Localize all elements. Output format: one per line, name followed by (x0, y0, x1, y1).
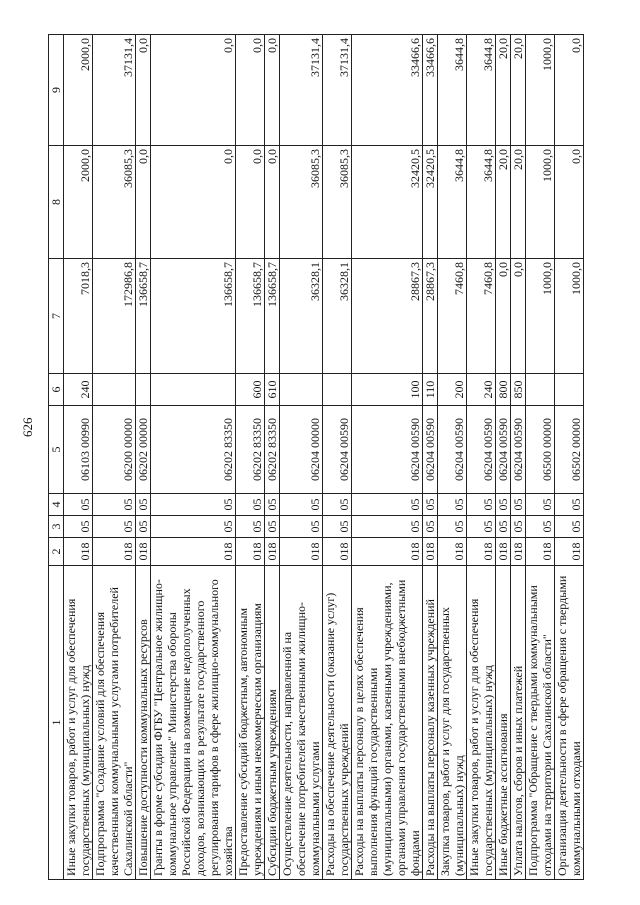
expense-type (151, 374, 236, 406)
amount-col8: 3644,8 (438, 146, 467, 259)
amount-col7: 1000,0 (555, 259, 584, 374)
amount-col8: 20,0 (496, 146, 511, 259)
subsection-code: 05 (352, 494, 423, 516)
table-row (236, 35, 265, 880)
expense-name: Иные закупки товаров, работ и услуг для обеспечения государственных (муниципальных) нужд (467, 566, 496, 880)
subsection-code: 05 (236, 494, 265, 516)
section-code: 05 (280, 516, 323, 538)
subsection-code: 05 (280, 494, 323, 516)
section-code: 05 (64, 516, 93, 538)
target-article: 06204 00590 (496, 406, 511, 494)
table-row (151, 35, 236, 880)
expense-type: 110 (423, 374, 438, 406)
section-code: 05 (136, 516, 151, 538)
amount-col7: 0,0 (511, 259, 526, 374)
subsection-code: 05 (511, 494, 526, 516)
expense-type: 240 (64, 374, 93, 406)
amount-col8: 0,0 (265, 146, 280, 259)
target-article: 06202 00000 (136, 406, 151, 494)
header-cell: 8 (49, 146, 64, 259)
table-row (423, 35, 438, 880)
amount-col9: 20,0 (511, 35, 526, 146)
expense-type: 100 (352, 374, 423, 406)
amount-col8: 36085,3 (323, 146, 352, 259)
amount-col7: 7460,8 (467, 259, 496, 374)
amount-col8: 2000,0 (64, 146, 93, 259)
amount-col8: 0,0 (136, 146, 151, 259)
amount-col9: 0,0 (236, 35, 265, 146)
expense-type: 200 (438, 374, 467, 406)
table-row (280, 35, 323, 880)
table-row (136, 35, 151, 880)
amount-col7: 7460,8 (438, 259, 467, 374)
amount-col7: 36328,1 (280, 259, 323, 374)
amount-col8: 36085,3 (280, 146, 323, 259)
expense-name: Субсидии бюджетным учреждениям (265, 566, 280, 880)
table-row (438, 35, 467, 880)
amount-col9: 37131,4 (323, 35, 352, 146)
expense-type: 610 (265, 374, 280, 406)
table-row (93, 35, 136, 880)
expense-name: Подпрограмма "Обращение с твердыми коммунальными отходами на территории Сахалинской области" (526, 566, 555, 880)
amount-col7: 136658,7 (136, 259, 151, 374)
ministry-code: 018 (467, 538, 496, 566)
amount-col8: 0,0 (236, 146, 265, 259)
table-row (64, 35, 93, 880)
section-code: 05 (555, 516, 584, 538)
subsection-code: 05 (438, 494, 467, 516)
amount-col8: 20,0 (511, 146, 526, 259)
section-code: 05 (236, 516, 265, 538)
target-article: 06103 00990 (64, 406, 93, 494)
amount-col9: 37131,4 (93, 35, 136, 146)
amount-col9: 33466,6 (352, 35, 423, 146)
subsection-code: 05 (423, 494, 438, 516)
table-row (265, 35, 280, 880)
amount-col7: 136658,7 (236, 259, 265, 374)
expense-name: Расходы на обеспечение деятельности (оказание услуг) государственных учреждений (323, 566, 352, 880)
ministry-code: 018 (64, 538, 93, 566)
amount-col7: 28867,3 (352, 259, 423, 374)
section-code: 05 (438, 516, 467, 538)
amount-col8: 0,0 (555, 146, 584, 259)
section-code: 05 (265, 516, 280, 538)
subsection-code: 05 (526, 494, 555, 516)
expense-type (93, 374, 136, 406)
amount-col7: 36328,1 (323, 259, 352, 374)
amount-col7: 0,0 (496, 259, 511, 374)
expense-name: Предоставление субсидий бюджетным, автономным учреждениям и иным некоммерческим организациям (236, 566, 265, 880)
ministry-code: 018 (280, 538, 323, 566)
header-cell: 3 (49, 516, 64, 538)
subsection-code: 05 (93, 494, 136, 516)
expense-name: Иные закупки товаров, работ и услуг для обеспечения государственных (муниципальных) нужд (64, 566, 93, 880)
amount-col9: 0,0 (555, 35, 584, 146)
subsection-code: 05 (151, 494, 236, 516)
expense-type: 850 (511, 374, 526, 406)
header-cell: 5 (49, 406, 64, 494)
amount-col9: 37131,4 (280, 35, 323, 146)
ministry-code: 018 (352, 538, 423, 566)
target-article: 06200 00000 (93, 406, 136, 494)
expense-type (526, 374, 555, 406)
budget-table (48, 34, 584, 880)
amount-col9: 20,0 (496, 35, 511, 146)
ministry-code: 018 (236, 538, 265, 566)
expense-type (280, 374, 323, 406)
subsection-code: 05 (64, 494, 93, 516)
section-code: 05 (323, 516, 352, 538)
amount-col9: 3644,8 (467, 35, 496, 146)
target-article: 06502 00000 (555, 406, 584, 494)
target-article: 06204 00590 (467, 406, 496, 494)
amount-col8: 32420,5 (423, 146, 438, 259)
budget-table-sheet (48, 35, 632, 880)
ministry-code: 018 (526, 538, 555, 566)
page-number-text: 626 (20, 417, 35, 437)
expense-name: Уплата налогов, сборов и иных платежей (511, 566, 526, 880)
target-article: 06204 00590 (423, 406, 438, 494)
amount-col7: 28867,3 (423, 259, 438, 374)
amount-col7: 172986,8 (93, 259, 136, 374)
expense-type: 800 (496, 374, 511, 406)
amount-col9: 0,0 (265, 35, 280, 146)
amount-col7: 136658,7 (265, 259, 280, 374)
amount-col9: 2000,0 (64, 35, 93, 146)
page-number (20, 417, 40, 477)
expense-type: 240 (467, 374, 496, 406)
amount-col8: 1000,0 (526, 146, 555, 259)
section-code: 05 (423, 516, 438, 538)
section-code: 05 (496, 516, 511, 538)
table-row (352, 35, 423, 880)
section-code: 05 (151, 516, 236, 538)
ministry-code: 018 (423, 538, 438, 566)
header-cell: 4 (49, 494, 64, 516)
amount-col7: 1000,0 (526, 259, 555, 374)
amount-col9: 3644,8 (438, 35, 467, 146)
amount-col7: 7018,3 (64, 259, 93, 374)
expense-name: Расходы на выплаты персоналу казенных учреждений (423, 566, 438, 880)
expense-name: Закупка товаров, работ и услуг для государственных (муниципальных) нужд (438, 566, 467, 880)
expense-name: Иные бюджетные ассигнования (496, 566, 511, 880)
target-article: 06204 00590 (438, 406, 467, 494)
table-row (467, 35, 496, 880)
expense-name: Повышение доступности коммунальных ресурсов (136, 566, 151, 880)
table-row (526, 35, 555, 880)
subsection-code: 05 (467, 494, 496, 516)
amount-col8: 32420,5 (352, 146, 423, 259)
amount-col8: 36085,3 (93, 146, 136, 259)
section-code: 05 (526, 516, 555, 538)
expense-name: Подпрограмма "Создание условий для обеспечения качественными коммунальными услугами потребителей Сахалинской области" (93, 566, 136, 880)
section-code: 05 (352, 516, 423, 538)
amount-col8: 0,0 (151, 146, 236, 259)
header-cell: 1 (49, 566, 64, 880)
ministry-code: 018 (555, 538, 584, 566)
ministry-code: 018 (323, 538, 352, 566)
table-row (323, 35, 352, 880)
subsection-code: 05 (136, 494, 151, 516)
subsection-code: 05 (555, 494, 584, 516)
target-article: 06202 83350 (151, 406, 236, 494)
amount-col7: 136658,7 (151, 259, 236, 374)
expense-type (555, 374, 584, 406)
target-article: 06500 00000 (526, 406, 555, 494)
target-article: 06202 83350 (265, 406, 280, 494)
section-code: 05 (93, 516, 136, 538)
ministry-code: 018 (93, 538, 136, 566)
target-article: 06204 00590 (352, 406, 423, 494)
expense-type: 600 (236, 374, 265, 406)
expense-type (323, 374, 352, 406)
expense-name: Расходы на выплаты персоналу в целях обеспечения выполнения функций государственными (муниципальными) органами, казенными учреждениями, органами управления государственными внебюджетными фондами (352, 566, 423, 880)
amount-col8: 3644,8 (467, 146, 496, 259)
section-code: 05 (467, 516, 496, 538)
amount-col9: 1000,0 (526, 35, 555, 146)
subsection-code: 05 (323, 494, 352, 516)
ministry-code: 018 (511, 538, 526, 566)
header-row (49, 35, 64, 880)
amount-col9: 0,0 (136, 35, 151, 146)
header-cell: 2 (49, 538, 64, 566)
subsection-code: 05 (265, 494, 280, 516)
ministry-code: 018 (265, 538, 280, 566)
section-code: 05 (511, 516, 526, 538)
ministry-code: 018 (438, 538, 467, 566)
expense-type (136, 374, 151, 406)
ministry-code: 018 (136, 538, 151, 566)
target-article: 06204 00590 (511, 406, 526, 494)
expense-name: Организация деятельности в сфере обращения с твердыми коммунальными отходами (555, 566, 584, 880)
subsection-code: 05 (496, 494, 511, 516)
amount-col9: 33466,6 (423, 35, 438, 146)
header-cell: 6 (49, 374, 64, 406)
header-cell: 7 (49, 259, 64, 374)
target-article: 06204 00000 (280, 406, 323, 494)
expense-name: Осуществление деятельности, направленной на обеспечение потребителей качественными жилищно-коммунальными услугами (280, 566, 323, 880)
amount-col9: 0,0 (151, 35, 236, 146)
table-row (496, 35, 511, 880)
target-article: 06204 00590 (323, 406, 352, 494)
ministry-code: 018 (496, 538, 511, 566)
header-cell: 9 (49, 35, 64, 146)
table-row (555, 35, 584, 880)
target-article: 06202 83350 (236, 406, 265, 494)
expense-name: Гранты в форме субсидии ФГБУ "Центральное жилищно-коммунальное управление" Министерства обороны Российской Федерации на возмещение недополученных доходов, возникающих в результате государственного регулирования тарифов в сфере жилищно-коммунального хозяйства (151, 566, 236, 880)
ministry-code: 018 (151, 538, 236, 566)
table-row (511, 35, 526, 880)
